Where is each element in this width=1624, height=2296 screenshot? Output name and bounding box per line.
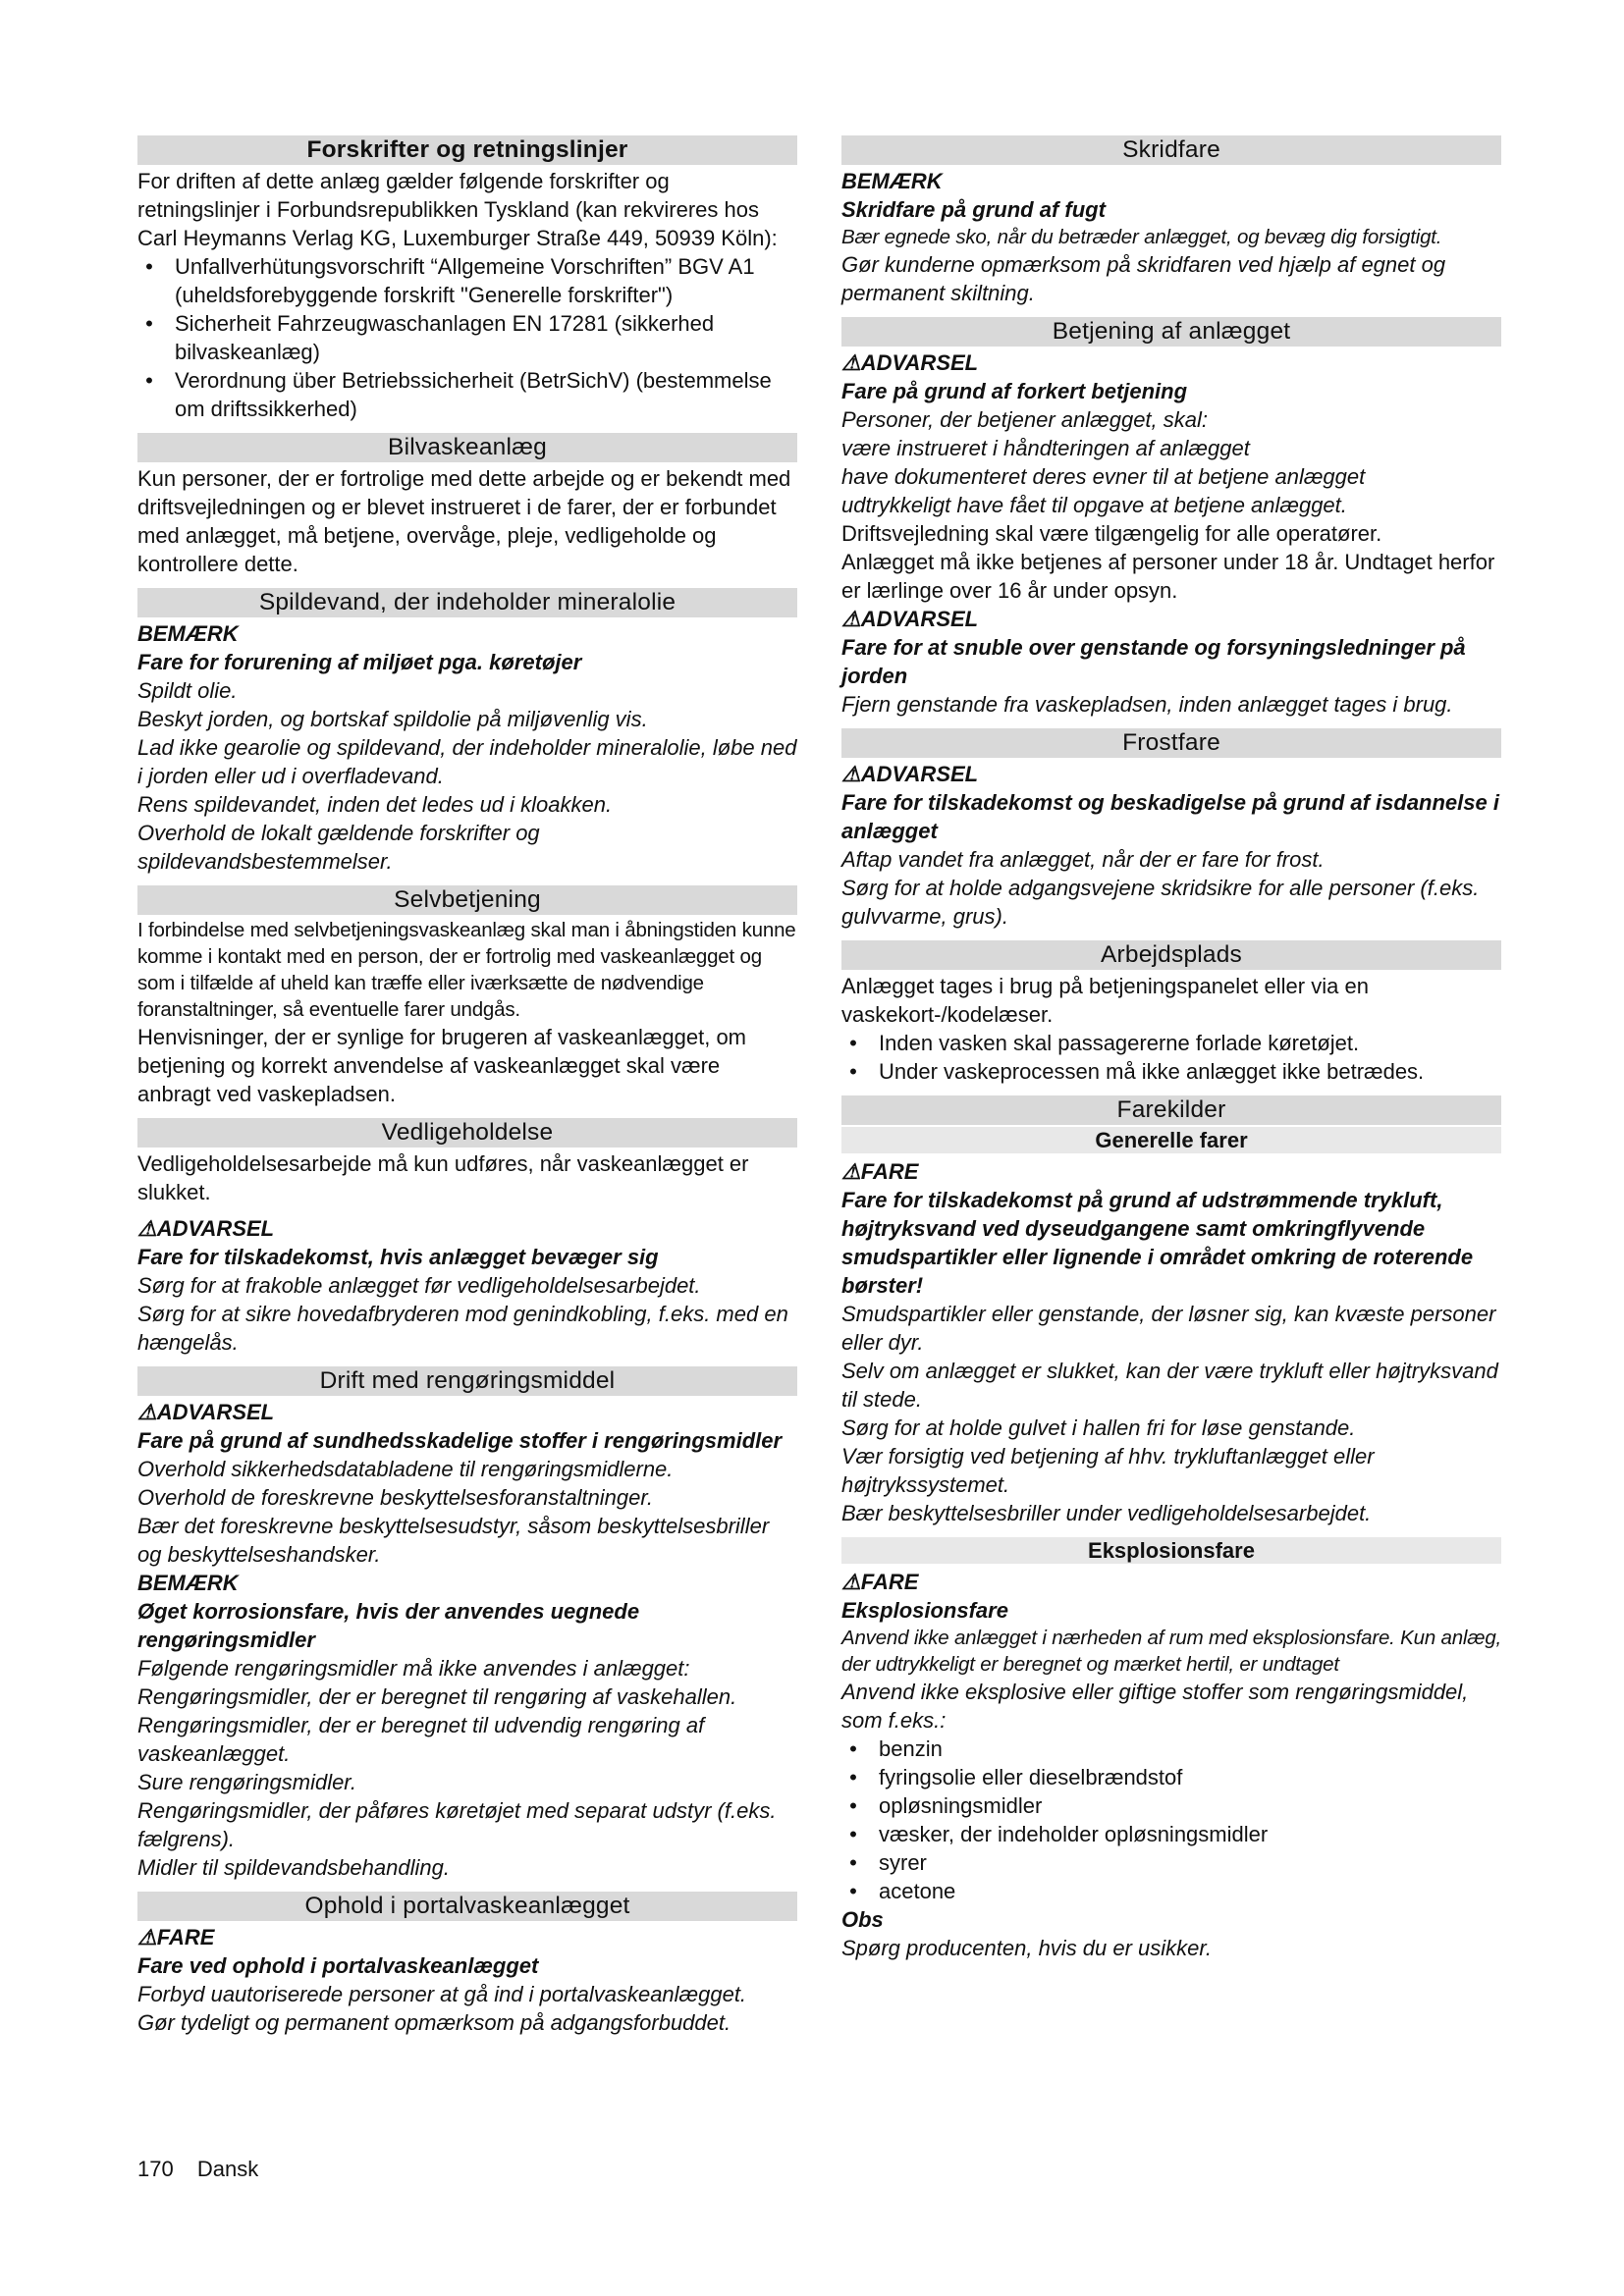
warning-label: ⚠ADVARSEL (137, 1216, 275, 1241)
section-farekilder (841, 1095, 1501, 1527)
instruction-text: være instrueret i håndteringen af anlægget (841, 436, 1250, 460)
instruction-text: Overhold de foreskrevne beskyttelsesforanstaltninger. (137, 1485, 654, 1510)
list-item: • opløsningsmidler (841, 1791, 1501, 1820)
instruction-text: Bær egnede sko, når du betræder anlægget, og bevæg dig forsigtigt. (841, 226, 1442, 248)
section-heading: Skridfare (841, 135, 1501, 165)
notice-label: BEMÆRK (841, 169, 943, 193)
warning-label: ⚠FARE (137, 1925, 215, 1949)
right-column (841, 135, 1501, 1972)
instruction-text: Anvend ikke eksplosive eller giftige stoffer som rengøringsmiddel, som f.eks.: (841, 1680, 1469, 1733)
instruction-text: Rengøringsmidler, der er beregnet til udvendig rengøring af vaskeanlægget. (137, 1713, 705, 1766)
hazard-title: Fare på grund af forkert betjening (841, 379, 1188, 403)
page-footer (137, 2157, 276, 2182)
body-text: Henvisninger, der er synlige for brugeren af vaskeanlægget, om betjening og korrekt anvendelse af vaskeanlægget skal være anbragt ved vaskepladsen. (137, 1025, 747, 1106)
instruction-text: Bær det foreskrevne beskyttelsesudstyr, såsom beskyttelsesbriller og beskyttelseshandsker. (137, 1514, 770, 1567)
section-frostfare (841, 728, 1501, 931)
section-betjening-af-anl-gget (841, 317, 1501, 719)
list-item: • Sicherheit Fahrzeugwaschanlagen EN 17281 (sikkerhed bilvaskeanlæg) (137, 309, 797, 366)
bullet-list (841, 1735, 1501, 1905)
spacer (137, 1206, 797, 1214)
warning-label: ⚠ADVARSEL (841, 762, 979, 786)
instruction-text: Overhold sikkerhedsdatabladene til rengøringsmidlerne. (137, 1457, 674, 1481)
footer-language: Dansk (196, 2157, 259, 2181)
list-item: • Inden vasken skal passagererne forlade køretøjet. (841, 1029, 1501, 1057)
body-text: For driften af dette anlæg gælder følgende forskrifter og retningslinjer i Forbundsrepublikken Tyskland (kan rekvireres hos Carl Heymanns Verlag KG, Luxemburger Straße 449, 50939 Köln): (137, 169, 778, 250)
hazard-title: Skridfare på grund af fugt (841, 197, 1106, 222)
list-item: • benzin (841, 1735, 1501, 1763)
section-bilvaskeanl-g (137, 433, 797, 578)
body-text: Driftsvejledning skal være tilgængelig for alle operatører. (841, 521, 1382, 546)
section-subheading: Generelle farer (841, 1127, 1501, 1153)
notice-label: BEMÆRK (137, 621, 239, 646)
section-heading: Farekilder (841, 1095, 1501, 1125)
left-column (137, 135, 797, 2047)
bullet-list (137, 252, 797, 423)
instruction-text: Gør kunderne opmærksom på skridfaren ved hjælp af egnet og permanent skiltning. (841, 252, 1446, 305)
section-eksplosionsfare (841, 1537, 1501, 1962)
section-heading: Arbejdsplads (841, 940, 1501, 970)
section-heading: Ophold i portalvaskeanlægget (137, 1892, 797, 1921)
instruction-text: Forbyd uautoriserede personer at gå ind i portalvaskeanlægget. (137, 1982, 747, 2006)
section-heading: Betjening af anlægget (841, 317, 1501, 347)
section-arbejdsplads (841, 940, 1501, 1086)
instruction-text: Følgende rengøringsmidler må ikke anvendes i anlægget: (137, 1656, 690, 1681)
warning-label: ⚠FARE (841, 1570, 919, 1594)
instruction-text: Sørg for at holde gulvet i hallen fri for løse genstande. (841, 1415, 1356, 1440)
hazard-title: Fare for forurening af miljøet pga. køretøjer (137, 650, 582, 674)
section-heading: Bilvaskeanlæg (137, 433, 797, 462)
hazard-title: Fare på grund af sundhedsskadelige stoffer i rengøringsmidler (137, 1428, 783, 1453)
instruction-text: Overhold de lokalt gældende forskrifter og spildevandsbestemmelser. (137, 821, 540, 874)
notice-label: BEMÆRK (137, 1571, 239, 1595)
body-text: Vedligeholdelsesarbejde må kun udføres, når vaskeanlægget er slukket. (137, 1151, 749, 1204)
section-ophold-i-portalvaskeanl-gget (137, 1892, 797, 2037)
warning-label: ⚠FARE (841, 1159, 919, 1184)
list-item: • fyringsolie eller dieselbrændstof (841, 1763, 1501, 1791)
hazard-title: Eksplosionsfare (841, 1598, 1008, 1623)
instruction-text: Sure rengøringsmidler. (137, 1770, 356, 1794)
instruction-text: Spørg producenten, hvis du er usikker. (841, 1936, 1213, 1960)
instruction-text: Bær beskyttelsesbriller under vedligeholdelsesarbejdet. (841, 1501, 1372, 1525)
section-spildevand-der-indeholder-mineralolie (137, 588, 797, 876)
hazard-title: Fare for tilskadekomst på grund af udstrømmende trykluft, højtryksvand ved dyseudgangene samt omkringflyvende smudspartikler eller lignende i området omkring de roterende børster! (841, 1188, 1474, 1298)
list-item: • væsker, der indeholder opløsningsmidler (841, 1820, 1501, 1848)
instruction-text: have dokumenteret deres evner til at betjene anlægget (841, 464, 1366, 489)
section-vedligeholdelse (137, 1118, 797, 1357)
list-item: • Under vaskeprocessen må ikke anlægget ikke betrædes. (841, 1057, 1501, 1086)
section-heading: Vedligeholdelse (137, 1118, 797, 1148)
instruction-text: Rens spildevandet, inden det ledes ud i kloakken. (137, 792, 613, 817)
instruction-text: Beskyt jorden, og bortskaf spildolie på miljøvenlig vis. (137, 707, 648, 731)
hazard-title: Øget korrosionsfare, hvis der anvendes uegnede rengøringsmidler (137, 1599, 640, 1652)
body-text: Kun personer, der er fortrolige med dette arbejde og er bekendt med driftsvejledningen og er blevet instrueret i de farer, der er forbundet med anlægget, må betjene, overvåge, pleje, vedligeholde og kontrollere dette. (137, 466, 791, 576)
section-forskrifter-og-retningslinjer (137, 135, 797, 423)
notice-label: Obs (841, 1907, 884, 1932)
list-item: • syrer (841, 1848, 1501, 1877)
section-heading: Forskrifter og retningslinjer (137, 135, 797, 165)
section-heading: Frostfare (841, 728, 1501, 758)
list-item: • acetone (841, 1877, 1501, 1905)
hazard-title: Fare for at snuble over genstande og forsyningsledninger på jorden (841, 635, 1466, 688)
section-subheading: Eksplosionsfare (841, 1537, 1501, 1564)
instruction-text: udtrykkeligt have fået til opgave at betjene anlægget. (841, 493, 1347, 517)
hazard-title: Fare for tilskadekomst og beskadigelse på grund af isdannelse i anlægget (841, 790, 1499, 843)
warning-label: ⚠ADVARSEL (841, 607, 979, 631)
bullet-list (841, 1029, 1501, 1086)
instruction-text: Smudspartikler eller genstande, der løsner sig, kan kvæste personer eller dyr. (841, 1302, 1496, 1355)
instruction-text: Gør tydeligt og permanent opmærksom på adgangsforbuddet. (137, 2010, 731, 2035)
instruction-text: Vær forsigtig ved betjening af hhv. trykluftanlægget eller højtrykssystemet. (841, 1444, 1375, 1497)
section-drift-med-reng-ringsmiddel (137, 1366, 797, 1882)
section-heading: Drift med rengøringsmiddel (137, 1366, 797, 1396)
instruction-text: Rengøringsmidler, der påføres køretøjet med separat udstyr (f.eks. fælgrens). (137, 1798, 777, 1851)
list-item: • Verordnung über Betriebssicherheit (BetrSichV) (bestemmelse om driftssikkerhed) (137, 366, 797, 423)
page-number: 170 (137, 2157, 174, 2181)
body-text: I forbindelse med selvbetjeningsvaskeanlæg skal man i åbningstiden kunne komme i kontakt med en person, der er fortrolig med vaskeanlægget og som i tilfælde af uheld kan træffe eller iværksætte de nødvendige foranstaltninger, så eventuelle farer undgås. (137, 919, 796, 1021)
warning-label: ⚠ADVARSEL (841, 350, 979, 375)
instruction-text: Aftap vandet fra anlægget, når der er fare for frost. (841, 847, 1325, 872)
instruction-text: Rengøringsmidler, der er beregnet til rengøring af vaskehallen. (137, 1684, 737, 1709)
instruction-text: Spildt olie. (137, 678, 238, 703)
hazard-title: Fare for tilskadekomst, hvis anlægget bevæger sig (137, 1245, 659, 1269)
warning-label: ⚠ADVARSEL (137, 1400, 275, 1424)
section-selvbetjening (137, 885, 797, 1108)
hazard-title: Fare ved ophold i portalvaskeanlægget (137, 1953, 539, 1978)
instruction-text: Midler til spildevandsbehandling. (137, 1855, 450, 1880)
instruction-text: Fjern genstande fra vaskepladsen, inden anlægget tages i brug. (841, 692, 1453, 717)
instruction-text: Selv om anlægget er slukket, kan der være trykluft eller højtryksvand til stede. (841, 1359, 1498, 1412)
instruction-text: Sørg for at holde adgangsvejene skridsikre for alle personer (f.eks. gulvvarme, grus). (841, 876, 1480, 929)
section-heading: Spildevand, der indeholder mineralolie (137, 588, 797, 617)
body-text: Anlægget tages i brug på betjeningspanelet eller via en vaskekort-/kodelæser. (841, 974, 1369, 1027)
section-skridfare (841, 135, 1501, 307)
list-item: • Unfallverhütungsvorschrift “Allgemeine Vorschriften” BGV A1 (uheldsforebyggende forskrift "Generelle forskrifter") (137, 252, 797, 309)
instruction-text: Personer, der betjener anlægget, skal: (841, 407, 1209, 432)
section-heading: Selvbetjening (137, 885, 797, 915)
instruction-text: Sørg for at frakoble anlægget før vedligeholdelsesarbejdet. (137, 1273, 701, 1298)
instruction-text: Anvend ikke anlægget i nærheden af rum med eksplosionsfare. Kun anlæg, der udtrykkeligt er beregnet og mærket hertil, er undtaget (841, 1627, 1502, 1676)
body-text: Anlægget må ikke betjenes af personer under 18 år. Undtaget herfor er lærlinge over 16 år under opsyn. (841, 550, 1495, 603)
instruction-text: Lad ikke gearolie og spildevand, der indeholder mineralolie, løbe ned i jorden eller ud i overfladevand. (137, 735, 797, 788)
instruction-text: Sørg for at sikre hovedafbryderen mod genindkobling, f.eks. med en hængelås. (137, 1302, 788, 1355)
